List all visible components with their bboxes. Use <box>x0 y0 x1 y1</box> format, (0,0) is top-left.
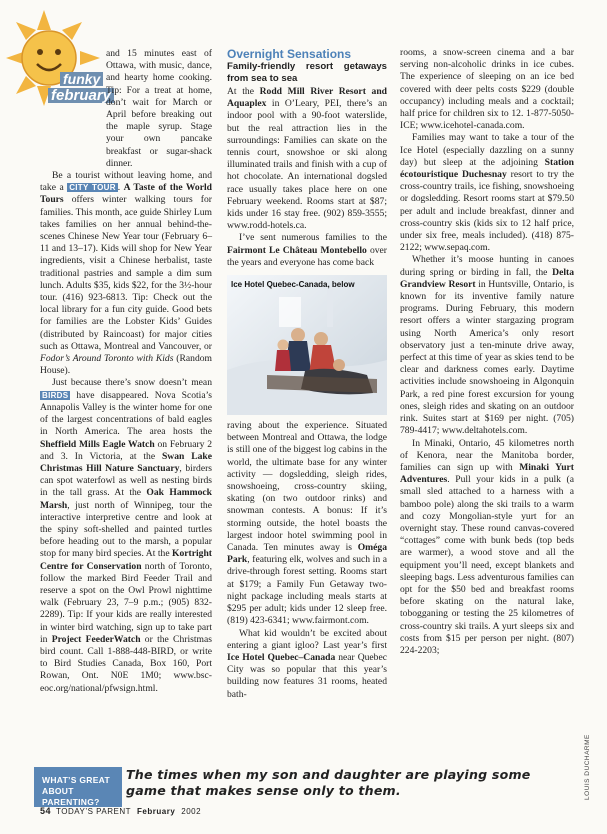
col3-paragraph-4 <box>400 438 574 658</box>
col2-paragraph-2 <box>227 232 387 269</box>
col2-p4-text-a: What kid wouldn’t be excited about entering a giant igloo? Last year’s first <box>227 627 387 651</box>
family-in-ice-hotel-image <box>227 275 387 415</box>
photo-credit: LOUIS DUCHARME <box>584 734 591 800</box>
col2-p3-text-a: raving about the experience. Situated between Montreal and Ottawa, the lodge is still one of the biggest log cabins in the world, the ultimate base for any winter activity — dogsledding, sleigh rides, snowshoeing, cross-country skiing, skating (on two outdoor rinks) and snowman contests. A bonus: If it’s storming outside, the hotel boasts the largest indoor hotel swimming pool in Canada. Ten minutes away is <box>227 420 387 554</box>
col2-paragraph-4 <box>227 628 387 701</box>
col1-p1-text: and 15 minutes east of Ottawa, with music, dance, and hearty home cooking. Tip: For a treat at home, don’t wait for March or April before breaking out the maple syrup. Stage your own pancake breakfast or sugar-shack dinner. <box>106 48 212 169</box>
col3-p1-text: rooms, a snow-screen cinema and a bar serving non-alcoholic drinks in ice cubes. The experience of sleeping on an ice bed covered with deer pelts costs $229 (double occupancy) including meals and a cocktail; half price for children six to 12. 1-877-5050-ICE; www.icehotel-canada.com. <box>400 47 574 132</box>
parenting-quote <box>34 767 574 811</box>
col3-p2-text-b: resort to try the cross-country trails, ice fishing, snowshoeing or dogsledding. Resort rooms start at $79.50 per adult and include breakfast, dinner and cross-country skis (kids six to 12 half price, under six free, meals included). (418) 875-2122; www.sepaq.com. <box>400 169 575 254</box>
column-3 <box>400 47 574 657</box>
col3-p2-bold: Station écotouristique Duchesnay <box>400 156 574 181</box>
column-2 <box>227 47 387 701</box>
issue-month: February <box>137 807 176 816</box>
kicker-city-tour: CITY TOUR <box>69 183 116 193</box>
logo-word-funky: funky <box>60 72 103 86</box>
col1-p2-text-b: . <box>117 182 124 194</box>
col3-p4-text-b: . Pull your kids in a pulk (a small sled attached to a harness with a bamboo pole) along the ski trails to a warm and cozy Mongolian-style yurt for an overnight stay. These round canvas-covered “cottages” come with bunk beds (top beds are warmer), a wood stove and all the equipment you’ll need, except blankets and sleeping bags. Less adventurous families can opt for the $50 bed and breakfast rooms before skating on the natural lake, tobogganing or testing the 25 kilometres of cross-country ski trails. A yurt sleeps six and costs from $15 per person per night. (807) 224-2203; <box>400 474 574 656</box>
col2-paragraph-1 <box>227 86 387 232</box>
col1-p3-bold-3: Oak Hammock Marsh <box>40 487 212 511</box>
section-title: Overnight Sensations <box>227 47 352 61</box>
col2-p3-bold: Oméga Park <box>227 542 387 566</box>
col3-paragraph-2 <box>400 132 574 254</box>
col1-p3-bold-5: Project FeederWatch <box>51 633 141 645</box>
col2-p1-bold: Rodd Mill River Resort and Aquaplex <box>227 86 387 110</box>
col1-paragraph-1 <box>106 48 212 170</box>
col2-p3-text-b: , featuring elk, wolves and such in a drive-through forest setting. Rooms start at $179; a Family Fun Getaway two-night package including meals starts at $295 per adult; kids under 12 sleep free. (819) 423-6341; www.fairmont.com. <box>227 554 387 627</box>
col3-p3-text-b: in Huntsville, Ontario, is known for its inventive family nature programs. During February, this modern resort offers a winter stargazing program using North America’s only resort observatory just a ten-minute drive away, perfect at this time of year as skies tend to be clear and darkness comes early. Daytime activities include snowshoeing in Algonquin Park, a red pine forest excursion for young ones, sleigh rides and skating on an outdoor rink. Suites start at $169 per night. (705) 789-4417; www.deltahotels.com. <box>400 278 575 437</box>
page-number: 54 <box>40 806 52 816</box>
col1-paragraph-3 <box>40 377 212 694</box>
quote-badge-line-2: ABOUT PARENTING? <box>42 786 100 807</box>
col1-p3-text-f: north of Toronto, follow the marked Bird Feeder Trail and reserve a spot on the Owl Prowl nighttime walk (February 23, 7–9 p.m.; (905) 832-2289). Tip: If your kids are really interested in winter bird watching, sign up to take part in <box>40 560 212 645</box>
col1-p2-bold: A Taste of the World Tours <box>40 182 212 206</box>
col1-p3-text-b: have disappeared. Nova Scotia’s Annapolis Valley is the winter home for one of the largest concentrations of bald eagles in North America. The area hosts the <box>40 389 212 438</box>
col1-p3-bold-1: Sheffield Mills Eagle Watch <box>40 438 155 450</box>
col2-p1-text-a: At the <box>227 86 260 97</box>
page-folio <box>40 806 201 816</box>
photo-caption: Ice Hotel Quebec-Canada, below <box>231 280 355 290</box>
col3-p4-bold: Minaki Yurt Adventures <box>400 461 575 486</box>
col3-paragraph-3 <box>400 254 574 437</box>
col1-p3-text-g: or the Christmas bird count. Call 1-888-448-BIRD, or write to Bird Studies Canada, Box 160, Port Rowan, Ont. N0E 1M0; www.bsc-eoc.org/national/pfwsign.html. <box>40 633 212 694</box>
kicker-birds: BIRDS <box>42 390 69 400</box>
col1-p3-text-a: Just because there’s snow doesn’t mean <box>52 377 212 389</box>
col2-p1-text-b: in O’Leary, PEI, there’s an indoor pool with a 90-foot waterslide, but the real attraction lies in the surroundings: Families can skate on the tennis court, snowshoe or ski along illuminated trails and finish with a cup of hot chocolate. An international dogsled race usually takes place here on one February weekend. Rooms start at $87; kids under 16 stay free. (902) 859-3555; www.rodd-hotels.ca. <box>227 98 387 232</box>
col2-p2-text-b: over the years and everyone has come back <box>227 244 387 268</box>
magazine-name: TODAY’S PARENT <box>56 807 132 816</box>
col1-p3-text-c: on February 2 and 3. In Victoria, at the <box>40 438 212 462</box>
ice-hotel-photo <box>227 275 387 415</box>
col1-p2-italic: Fodor’s Around Toronto with Kids <box>40 353 174 365</box>
col2-p2-bold: Fairmont Le Château Montebello <box>227 244 367 256</box>
col3-paragraph-1 <box>400 47 574 132</box>
col1-p3-bold-4: Kortright Centre for Conservation <box>40 548 212 572</box>
col1-p2-text-d: (Random House). <box>40 353 212 377</box>
col1-paragraph-2 <box>40 170 212 377</box>
col2-paragraph-3 <box>227 420 387 627</box>
col3-p2-text-a: Families may want to take a tour of the Ice Hotel (especially dazzling on a sunny day) but sleep at the adjoining <box>400 132 574 168</box>
col3-p3-text-a: Whether it’s moose hunting in canoes during spring or birding in fall, the <box>400 254 574 278</box>
quote-badge <box>34 767 122 807</box>
section-subtitle: Family-friendly resort getaways from sea to sea <box>227 61 387 84</box>
col2-p2-text-a: I’ve sent numerous families to the <box>239 232 387 244</box>
col1-p3-bold-2: Swan Lake Christmas Hill Nature Sanctuary <box>40 450 213 474</box>
col2-p4-bold: Ice Hotel Quebec–Canada <box>227 651 336 663</box>
quote-badge-line-1: WHAT’S GREAT <box>42 775 110 785</box>
column-1 <box>40 48 212 695</box>
logo-word-february: february <box>48 88 114 103</box>
col2-p4-text-b: near Quebec City was so popular that this year’s building now features 31 rooms, heated bath- <box>227 651 387 700</box>
issue-year: 2002 <box>181 807 202 816</box>
col1-p3-text-d: , birders can spot waterfowl as well as nesting birds in the tall grass. At the <box>40 462 212 499</box>
col1-p2-text-c: offers winter walking tours for families. This month, ace guide Shirley Lum takes families on her annual behind-the-scenes Chinese New Year tour (February 6–11 and 13–17). Kids will shop for New Year ingredients, visit a Chinese herbalist, taste traditional pastries and sample a dim sum lunch. Adults $35, kids $22, for the 3½-hour tour. (416) 923-6813. Tip: Check out the local library for a fun city guide. Good bets for families are the Lobster Kids’ Guides (distributed by Raincoast) for major cities such as Ottawa, Montreal and Vancouver, or <box>40 194 212 352</box>
col1-p2-text-a: Be a tourist without leaving home, and take a <box>40 170 212 194</box>
col1-p3-text-e: , just north of Winnipeg, tour the interactive interpretive centre and look at the spiny soft-shelled and painted turtles before heading out to the marsh, a popular stop for many bird species. At the <box>40 499 212 560</box>
quote-text: The times when my son and daughter are playing some game that makes sense only to them. <box>126 767 531 798</box>
col3-p3-bold: Delta Grandview Resort <box>400 266 574 290</box>
col3-p4-text-a: In Minaki, Ontario, 45 kilometres north of Kenora, near the Manitoba border, families can sign up with <box>400 437 574 473</box>
